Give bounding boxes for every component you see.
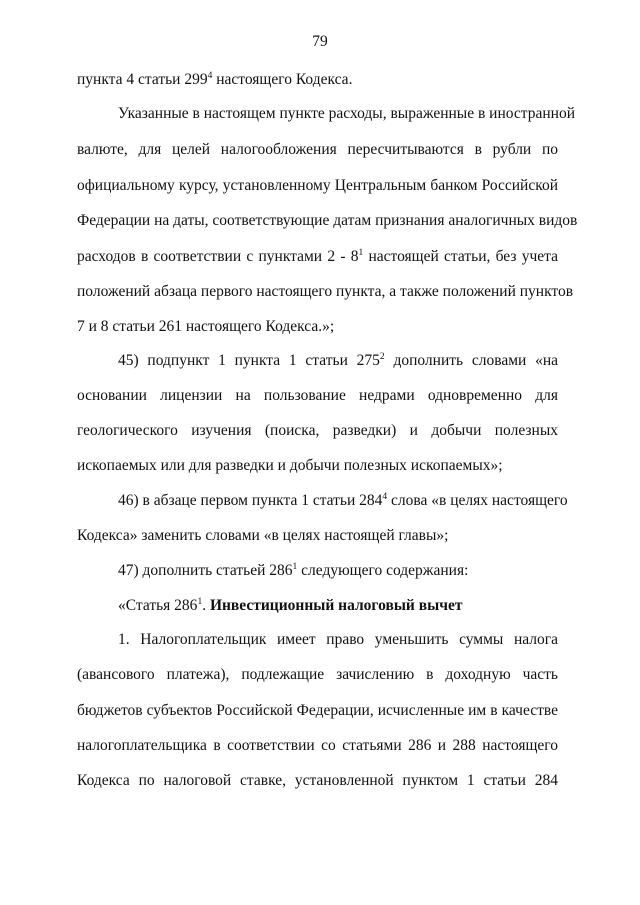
text-line: положений абзаца первого настоящего пункта, а также положений пунктов <box>77 283 574 300</box>
text-line: Федерации на даты, соответствующие датам признания аналогичных видов <box>77 212 578 229</box>
page-number: 79 <box>312 33 328 50</box>
text-line: Кодекса» заменить словами «в целях настоящей главы»; <box>77 527 449 544</box>
text-line: 45) подпункт 1 пункта 1 статьи $275^2$ дополнить словами «на <box>118 352 559 369</box>
text-line: 47) дополнить статьей $286^1$ следующего содержания: <box>118 562 469 579</box>
text-line: валюте, для целей налогообложения пересчитываются в рубли по <box>77 141 558 158</box>
text-line: налогоплательщика в соответствии со статьями 286 и 288 настоящего <box>77 737 558 754</box>
text-line: геологического изучения (поиска, разведки) и добычи полезных <box>77 422 558 439</box>
text-line: 46) в абзаце первом пункта 1 статьи $284^4$ слова «в целях настоящего <box>118 492 568 509</box>
text-line: расходов в соответствии с пунктами $2 - 8^1$ настоящей статьи, без учета <box>77 248 558 265</box>
text-line: бюджетов субъектов Российской Федерации, исчисленные им в качестве <box>77 702 558 719</box>
text-line: 7 и 8 статьи 261 настоящего Кодекса.»; <box>77 318 335 335</box>
text-line: пункта 4 статьи $299^4$ настоящего Кодекса. <box>77 71 353 88</box>
text-line: ископаемых или для разведки и добычи полезных ископаемых»; <box>77 457 503 474</box>
text-line: официальному курсу, установленному Центральным банком Российской <box>77 177 558 194</box>
text-line: 1. Налогоплательщик имеет право уменьшить суммы налога <box>118 631 558 648</box>
text-line: Кодекса по налоговой ставке, установленной пунктом 1 статьи 284 <box>77 772 558 789</box>
article-heading: «Статья $286^1$. Инвестиционный налоговый вычет <box>118 597 463 614</box>
text-line: Указанные в настоящем пункте расходы, выраженные в иностранной <box>118 105 575 122</box>
text-line: (авансового платежа), подлежащие зачислению в доходную часть <box>77 666 558 683</box>
text-line: основании лицензии на пользование недрами одновременно для <box>77 387 558 404</box>
